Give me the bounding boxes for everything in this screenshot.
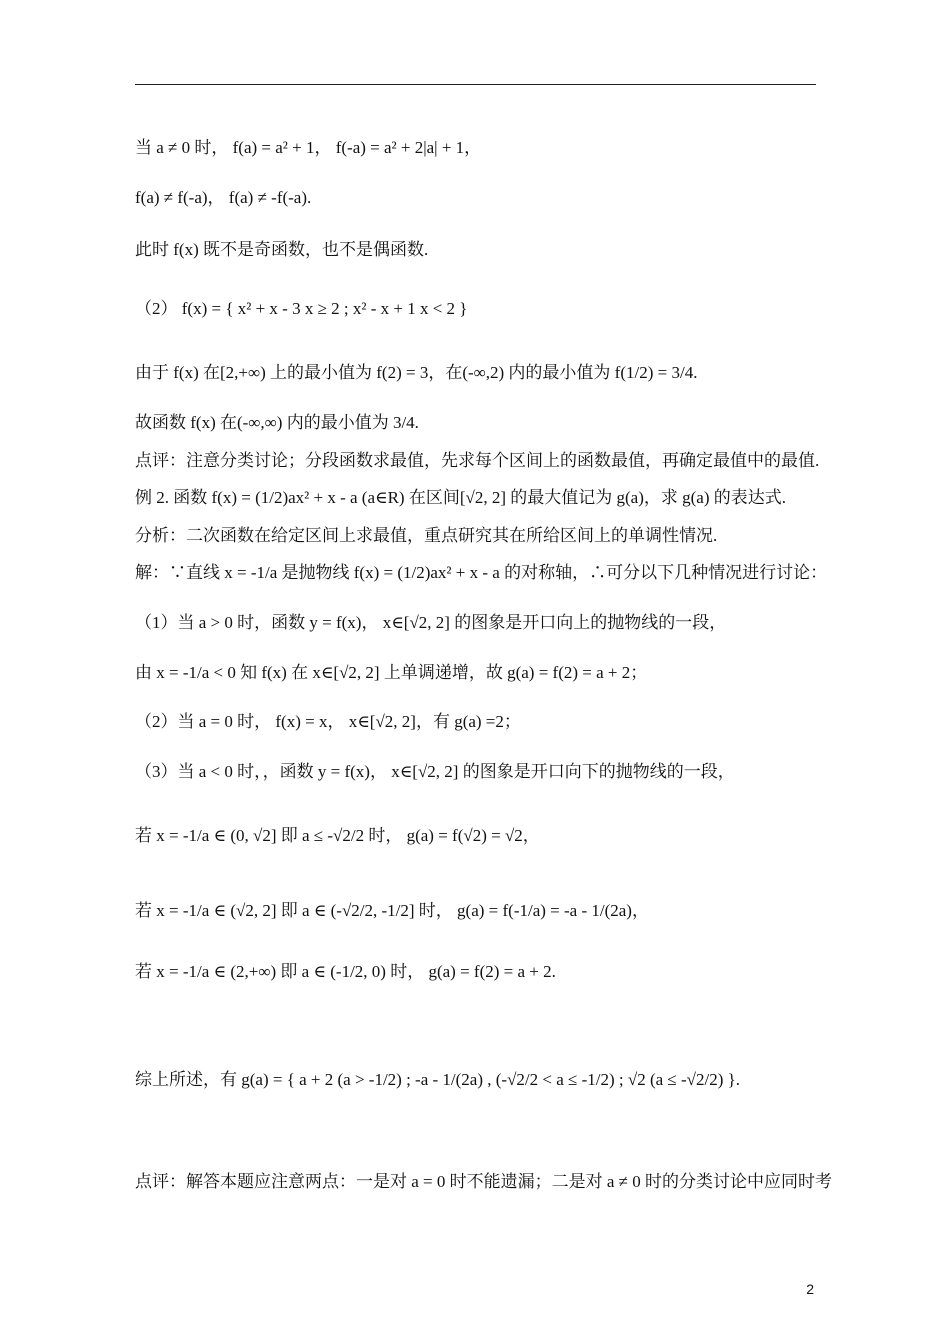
text-line: 故函数 f(x) 在(-∞,∞) 内的最小值为 3/4. bbox=[135, 413, 419, 432]
page-number: 2 bbox=[806, 1281, 814, 1297]
text-line: 当 a ≠ 0 时， f(a) = a² + 1， f(-a) = a² + 2|a| + 1， bbox=[135, 138, 482, 157]
text-line: 若 x = -1/a ∈ (2,+∞) 即 a ∈ (-1/2, 0) 时， g(a) = f(2) = a + 2. bbox=[135, 962, 556, 981]
text-line: 点评：解答本题应注意两点：一是对 a = 0 时不能遗漏；二是对 a ≠ 0 时的分类讨论中应同时考 bbox=[135, 1172, 833, 1191]
text-line: 点评：注意分类讨论；分段函数求最值，先求每个区间上的函数最值，再确定最值中的最值. bbox=[135, 451, 820, 470]
text-line: （1）当 a > 0 时，函数 y = f(x)， x∈[√2, 2] 的图象是开口向上的抛物线的一段， bbox=[135, 613, 727, 632]
text-line: 若 x = -1/a ∈ (0, √2] 即 a ≤ -√2/2 时， g(a) = f(√2) = √2， bbox=[135, 826, 540, 845]
header-rule bbox=[135, 84, 816, 85]
text-line: 由于 f(x) 在[2,+∞) 上的最小值为 f(2) = 3，在(-∞,2) 内的最小值为 f(1/2) = 3/4. bbox=[135, 363, 698, 382]
text-line: （2） f(x) = { x² + x - 3 x ≥ 2 ; x² - x + 1 x < 2 } bbox=[135, 299, 468, 318]
text-line: （2）当 a = 0 时， f(x) = x， x∈[√2, 2]，有 g(a) =2； bbox=[135, 712, 521, 731]
text-line: 综上所述，有 g(a) = { a + 2 (a > -1/2) ; -a - 1/(2a) , (-√2/2 < a ≤ -1/2) ; √2 (a ≤ -√2/2) }. bbox=[135, 1070, 741, 1089]
text-line: （3）当 a < 0 时，，函数 y = f(x)， x∈[√2, 2] 的图象是开口向下的抛物线的一段， bbox=[135, 762, 735, 781]
text-line: f(a) ≠ f(-a)， f(a) ≠ -f(-a). bbox=[135, 188, 312, 207]
text-line: 此时 f(x) 既不是奇函数，也不是偶函数. bbox=[135, 240, 429, 259]
text-line: 分析：二次函数在给定区间上求最值，重点研究其在所给区间上的单调性情况. bbox=[135, 526, 718, 545]
text-line: 由 x = -1/a < 0 知 f(x) 在 x∈[√2, 2] 上单调递增，故 g(a) = f(2) = a + 2； bbox=[135, 663, 648, 682]
text-line: 解：∵直线 x = -1/a 是抛物线 f(x) = (1/2)ax² + x - a 的对称轴，∴可分以下几种情况进行讨论： bbox=[135, 563, 828, 582]
text-line: 例 2. 函数 f(x) = (1/2)ax² + x - a (a∈R) 在区间[√2, 2] 的最大值记为 g(a)，求 g(a) 的表达式. bbox=[135, 488, 786, 507]
text-line: 若 x = -1/a ∈ (√2, 2] 即 a ∈ (-√2/2, -1/2] 时， g(a) = f(-1/a) = -a - 1/(2a)， bbox=[135, 901, 649, 920]
